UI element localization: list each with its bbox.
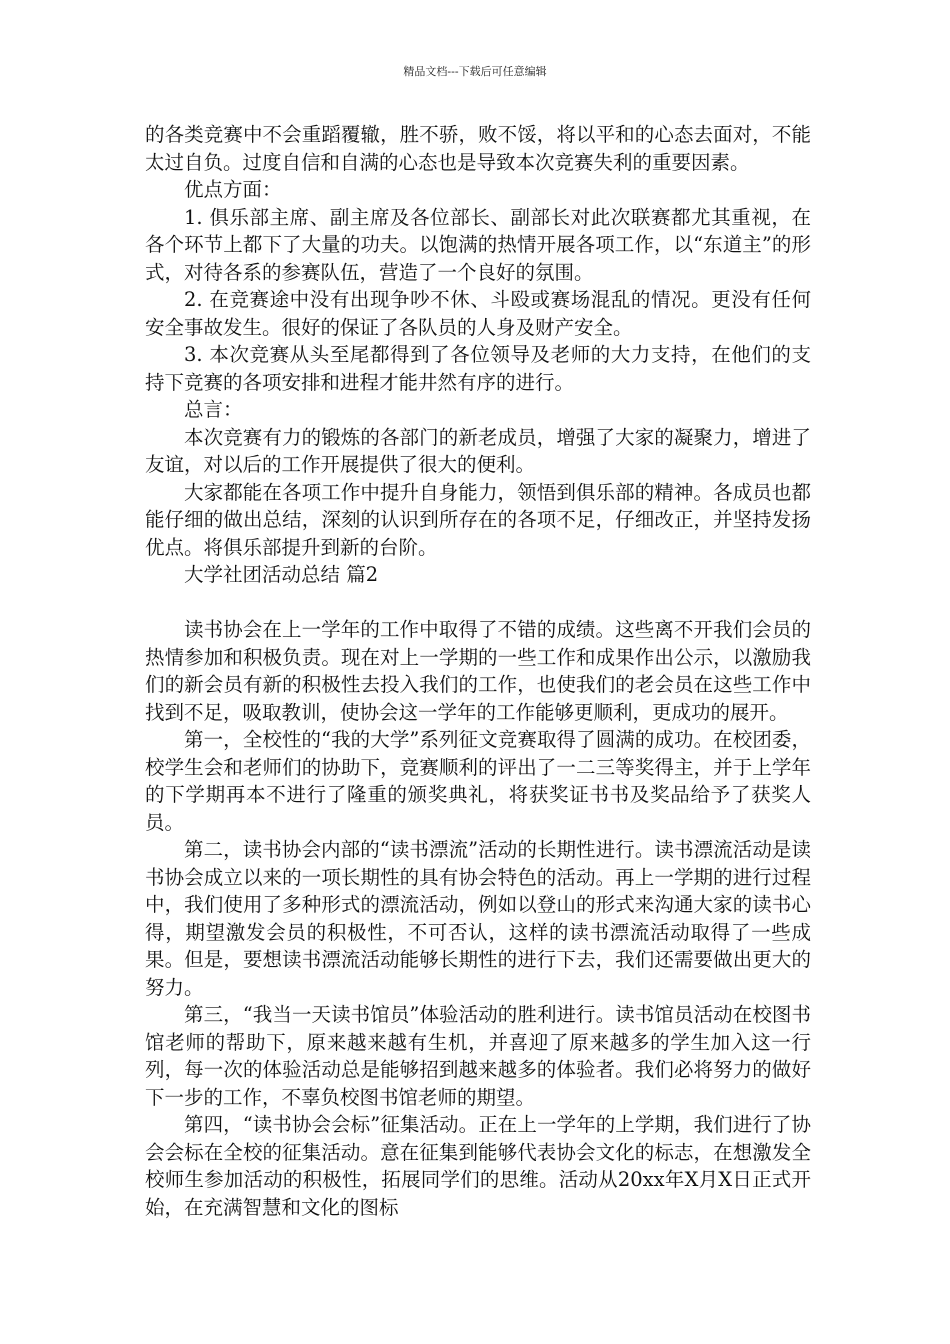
- blank-line: [145, 589, 811, 617]
- section-paragraph-fourth: 第四，“读书协会会标”征集活动。正在上一学年的上学期，我们进行了协会会标在全校的征集活动。意在征集到能够代表协会文化的标志，在想激发全校师生参加活动的积极性，拓展同学们的思维。活动从20xx年X月X日正式开始，在充满智慧和文化的图标: [145, 1113, 811, 1219]
- section-title: 大学社团活动总结 篇2: [184, 563, 379, 586]
- section-paragraph-first: 第一，全校性的“我的大学”系列征文竞赛取得了圆满的成功。在校团委，校学生会和老师们的协助下，竞赛顺利的评出了一二三等奖得主，并于上学年的下学期再本不进行了隆重的颁奖典礼，将获奖证书书及奖品给予了获奖人员。: [145, 728, 811, 834]
- section-paragraph-third: 第三，“我当一天读书馆员”体验活动的胜利进行。读书馆员活动在校图书馆老师的帮助下，原来越来越有生机，并喜迎了原来越多的学生加入这一行列，每一次的体验活动总是能够招到越来越多的体验者。我们必将努力的做好下一步的工作，不辜负校图书馆老师的期望。: [145, 1003, 811, 1109]
- summary-paragraph-2: 大家都能在各项工作中提升自身能力，领悟到俱乐部的精神。各成员也都能仔细的做出总结，深刻的认识到所存在的各项不足，仔细改正，并坚持发扬优点。将俱乐部提升到新的台阶。: [145, 480, 811, 559]
- section-paragraph-intro: 读书协会在上一学年的工作中取得了不错的成绩。这些离不开我们会员的热情参加和积极负责。现在对上一学期的一些工作和成果作出公示，以激励我们的新会员有新的积极性去投入我们的工作，也使我们的老会员在这些工作中找到不足，吸取教训，使协会这一学年的工作能够更顺利，更成功的展开。: [145, 618, 811, 724]
- paragraph-continuation: 的各类竞赛中不会重蹈覆辙，胜不骄，败不馁，将以平和的心态去面对，不能太过自负。过度自信和自满的心态也是导致本次竞赛失利的重要因素。: [145, 123, 811, 174]
- advantage-item-1: 1. 俱乐部主席、副主席及各位部长、副部长对此次联赛都尤其重视，在各个环节上都下了大量的功夫。以饱满的热情开展各项工作，以“东道主”的形式，对待各系的参赛队伍，营造了一个良好的氛围。: [145, 205, 811, 284]
- summary-paragraph-1: 本次竞赛有力的锻炼的各部门的新老成员，增强了大家的凝聚力，增进了友谊，对以后的工作开展提供了很大的便利。: [145, 425, 811, 476]
- advantage-item-3: 3. 本次竞赛从头至尾都得到了各位领导及老师的大力支持，在他们的支持下竞赛的各项安排和进程才能井然有序的进行。: [145, 343, 811, 394]
- advantages-heading: 优点方面：: [184, 178, 282, 201]
- summary-heading: 总言：: [184, 398, 243, 421]
- section-paragraph-second: 第二，读书协会内部的“读书漂流”活动的长期性进行。读书漂流活动是读书协会成立以来的一项长期性的具有协会特色的活动。再上一学期的进行过程中，我们使用了多种形式的漂流活动，例如以登山的形式来沟通大家的读书心得，期望激发会员的积极性，不可否认，这样的读书漂流活动取得了一些成果。但是，要想读书漂流活动能够长期性的进行下去，我们还需要做出更大的努力。: [145, 838, 811, 999]
- page-header: 精品文档---下载后可任意编辑: [403, 65, 547, 78]
- advantage-item-2: 2. 在竞赛途中没有出现争吵不休、斗殴或赛场混乱的情况。更没有任何安全事故发生。很好的保证了各队员的人身及财产安全。: [145, 288, 811, 339]
- document-body: [145, 121, 811, 1221]
